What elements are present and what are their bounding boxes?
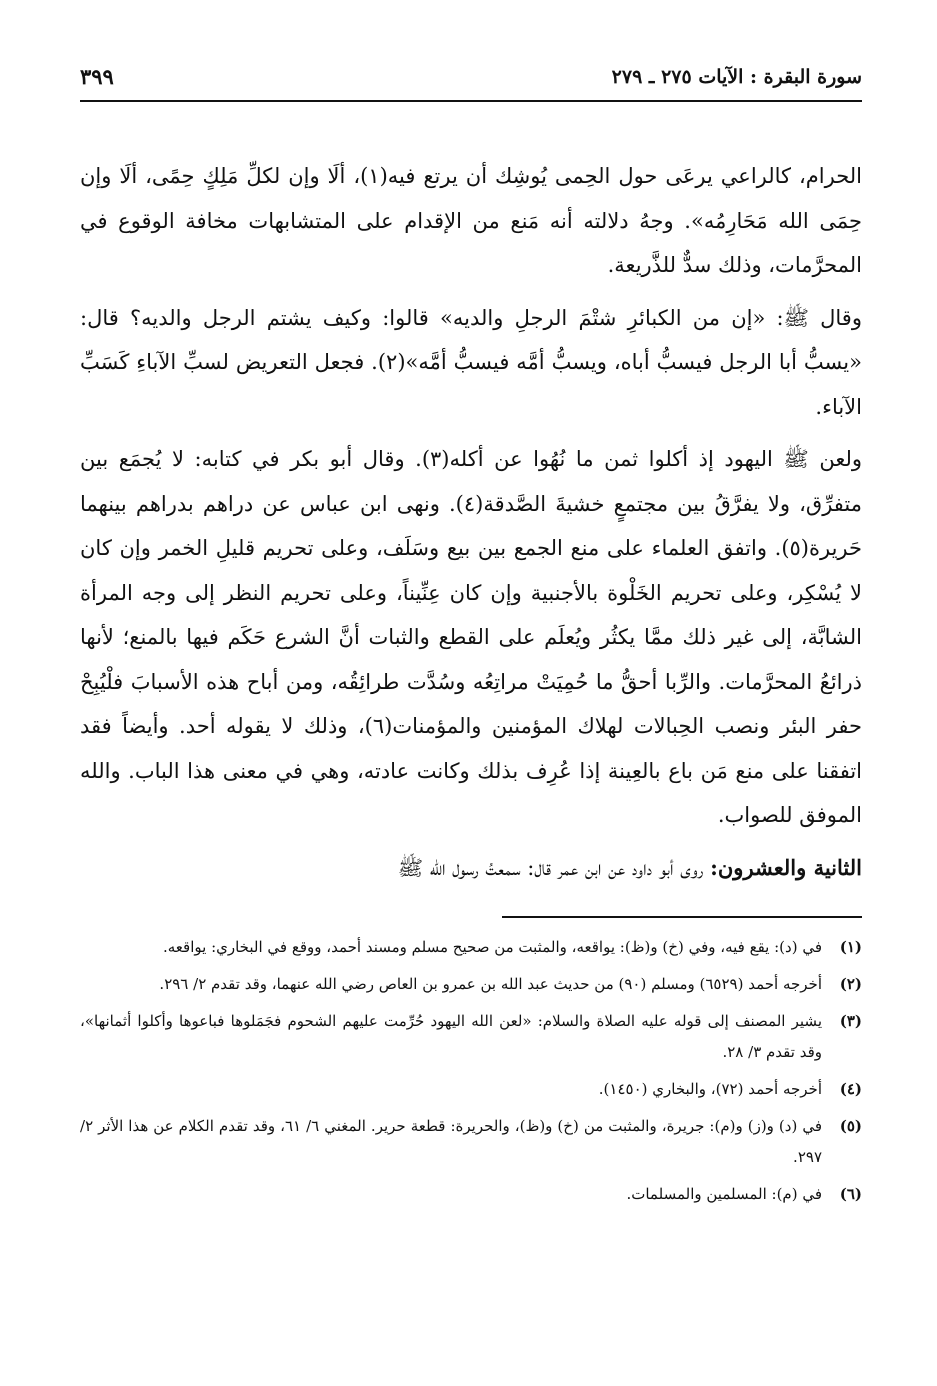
footnotes [80, 932, 862, 1210]
main-text [80, 154, 862, 890]
footnote-text: أخرجه أحمد (٧٢)، والبخاري (١٤٥٠). [598, 1080, 822, 1098]
footnote-number: (٥) [839, 1117, 862, 1135]
page-number: ٣٩٩ [80, 64, 114, 89]
paragraph-2: وقال ﷺ: «إن من الكبائرِ شتْمَ الرجلِ والديه» قالوا: وكيف يشتم الرجل والديه؟ قال: «يسبُّ أبا الرجل فيسبُّ أباه، ويسبُّ أمَّه فيسبُّ أمَّه»(٢). فجعل التعريض لسبِّ الآباءِ كَسَبِّ الآباء. [80, 305, 862, 419]
section-heading: الثانية والعشرون: [710, 854, 862, 880]
footnote-text: أخرجه أحمد (٦٥٢٩) ومسلم (٩٠) من حديث عبد الله بن عمرو بن العاص رضي الله عنهما، وقد تقدم ٢/ ٢٩٦. [159, 975, 822, 993]
book-page [80, 58, 862, 1216]
footnote [80, 1006, 862, 1068]
footnote-text: في (م): المسلمين والمسلمات. [626, 1185, 822, 1203]
footnote [80, 1111, 862, 1173]
paragraph-3: ولعن ﷺ اليهود إذ أكلوا ثمن ما نُهُوا عن أكله(٣). وقال أبو بكر في كتابه: لا يُجمَع بين متفرِّق، ولا يفرَّقُ بين مجتمعٍ خشيةَ الصَّدقة(٤). ونهى ابن عباس عن دراهم بدراهم بينهما حَريرة(٥). واتفق العلماء على منع الجمع بين بيع وسَلَف، وعلى تحريم قليلِ الخمر وإن كان لا يُسْكِر، وعلى تحريم الخَلْوة بالأجنبية وإن كان عِنِّيناً، وعلى تحريم النظر إلى وجه المرأة الشابَّة، إلى غير ذلك ممَّا يكثُر ويُعلَم على القطع والثبات أنَّ الشرع حَكَم فيها بالمنع؛ لأنها ذرائعُ المحرَّمات. والرِّبا أحقُّ ما حُمِيَتْ مراتِعُه وسُدَّت طرائِقُه، ومن أباح هذه الأسبابَ فلْيُبِحْ حفر البئر ونصب الحِبالات لهلاك المؤمنين والمؤمنات(٦)، وذلك لا يقوله أحد. وأيضاً فقد اتفقنا على منع مَن باع بالعِينة إذا عُرِف بذلك وكانت عادته، وهي في معنى هذا الباب. والله الموفق للصواب. [80, 447, 862, 827]
footnote-number: (١) [839, 938, 862, 956]
footnote-text: في (د) و(ز) و(م): جريرة، والمثبت من (خ) و(ظ)، والحريرة: قطعة حرير. المغني ٦/ ٦١، وقد تقدم الكلام عن هذا الأثر ٢/ ٢٩٧. [80, 1117, 822, 1166]
footnote [80, 932, 862, 963]
paragraph-1: الحرام، كالراعي يرعَى حول الحِمى يُوشِك أن يرتع فيه(١)، ألَا وإن لكلِّ مَلِكٍ حِمًى، ألَا وإن حِمَى الله مَحَارِمُه». وجهُ دلالته أنه مَنع من الإقدام على المتشابهات مخافة الوقوع في المحرَّمات، وذلك سدٌّ للذَّريعة. [80, 164, 862, 277]
running-header [80, 58, 862, 102]
footnote-number: (٣) [839, 1012, 862, 1030]
footnote [80, 1074, 862, 1105]
paragraph-4 [80, 846, 862, 891]
footnote-number: (٤) [839, 1080, 862, 1098]
footnote [80, 969, 862, 1000]
footnote [80, 1179, 862, 1210]
footnote-number: (٦) [839, 1185, 862, 1203]
footnote-number: (٢) [839, 975, 862, 993]
footnote-divider [502, 916, 862, 918]
footnote-text: يشير المصنف إلى قوله عليه الصلاة والسلام: «لعن الله اليهود حُرِّمت عليهم الشحوم فجَمَلوها فباعوها وأكلوا أثمانها»، وقد تقدم ٣/ ٢٨. [80, 1012, 822, 1061]
paragraph-4-text: روى أبو داود عن ابن عمر قال: سمعتُ رسول الله ﷺ [397, 855, 711, 880]
footnote-text: في (د): يقع فيه، وفي (خ) و(ظ): يواقعه، والمثبت من صحيح مسلم ومسند أحمد، ووقع في البخاري: يواقعه. [163, 938, 822, 956]
running-title: سورة البقرة : الآيات ٢٧٥ ـ ٢٧٩ [611, 66, 862, 88]
